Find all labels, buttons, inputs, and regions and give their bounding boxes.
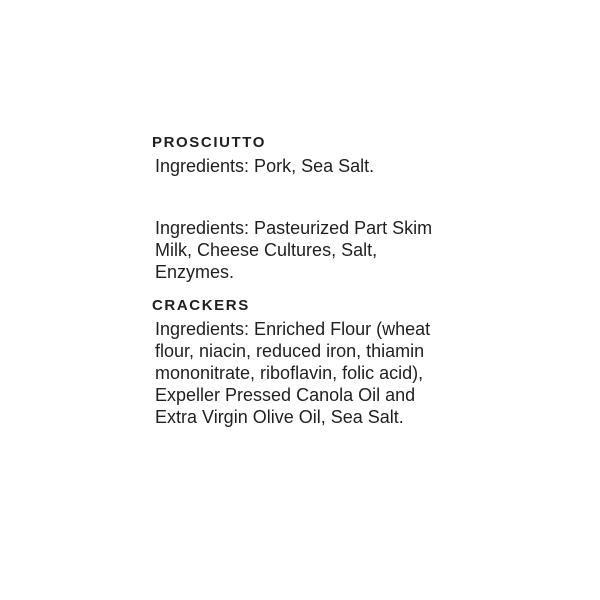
section-title: PROSCIUTTO [152,134,267,151]
ingredient-line: Expeller Pressed Canola Oil and [155,385,416,405]
ingredient-line: Ingredients: Enriched Flour (wheat [155,319,431,339]
ingredient-line: Ingredients: Pork, Sea Salt. [155,156,375,176]
ingredient-text [152,318,472,428]
ingredient-line: Milk, Cheese Cultures, Salt, [155,240,378,260]
ingredient-text [152,217,472,283]
ingredient-section [152,217,472,283]
ingredient-section [152,134,472,177]
ingredient-line: Enzymes. [155,262,235,282]
ingredient-line: mononitrate, riboflavin, folic acid), [155,363,424,383]
ingredient-sections [152,134,472,428]
section-title: CRACKERS [152,297,250,314]
ingredient-line: Ingredients: Pasteurized Part Skim [155,218,433,238]
ingredient-section [152,297,472,428]
ingredient-text [152,155,472,177]
ingredients-label [152,134,472,428]
ingredient-line: Extra Virgin Olive Oil, Sea Salt. [155,407,404,427]
ingredient-line: flour, niacin, reduced iron, thiamin [155,341,425,361]
